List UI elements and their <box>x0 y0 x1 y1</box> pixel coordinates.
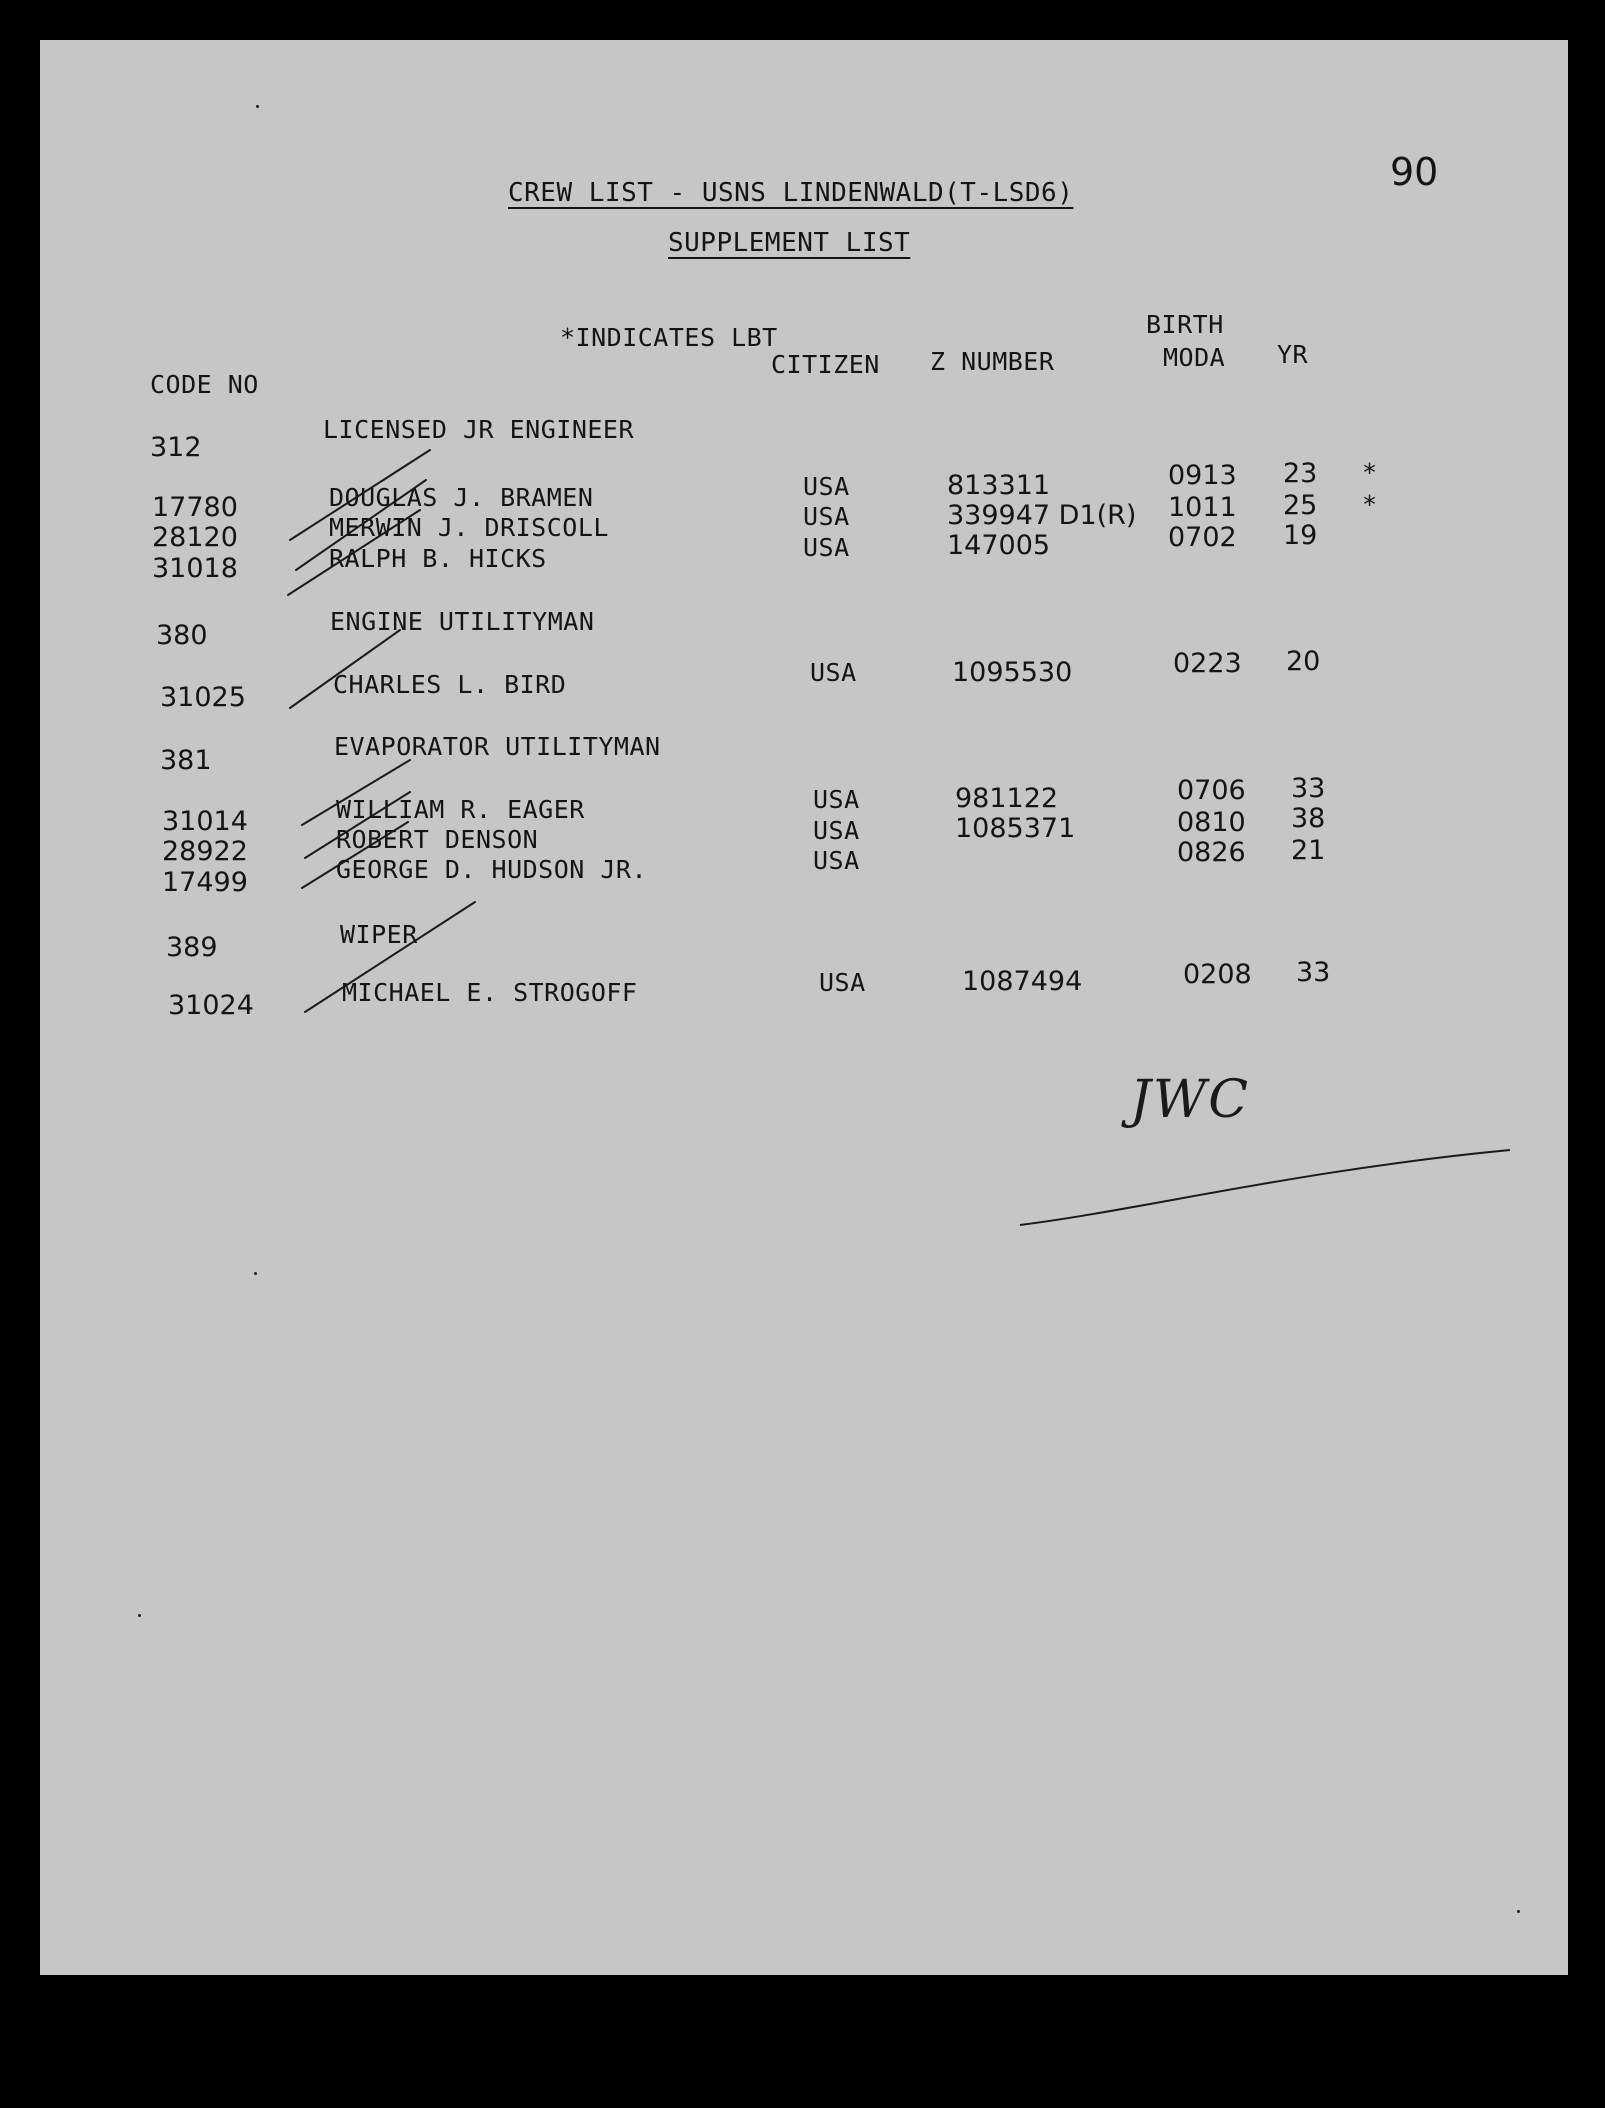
member-name: MERWIN J. DRISCOLL <box>329 513 609 542</box>
member-name: GEORGE D. HUDSON JR. <box>336 855 648 884</box>
member-code: 31025 <box>160 682 246 713</box>
member-moda: 0706 <box>1177 775 1246 806</box>
header-code-no: CODE NO <box>150 370 259 399</box>
member-moda: 0810 <box>1177 807 1246 838</box>
member-moda: 0826 <box>1177 837 1246 868</box>
signature-initials: JWC <box>1130 1070 1251 1130</box>
lbt-mark: * <box>1362 490 1378 519</box>
header-moda: MODA <box>1163 343 1226 372</box>
group-code: 380 <box>156 620 208 651</box>
member-name: WILLIAM R. EAGER <box>336 795 585 824</box>
lbt-mark: * <box>1362 458 1378 487</box>
document-title: CREW LIST - USNS LINDENWALD(T-LSD6) <box>508 178 1074 208</box>
member-name: RALPH B. HICKS <box>329 544 547 573</box>
speck <box>254 1272 257 1275</box>
signature-flourish <box>40 40 1568 1975</box>
member-yr: 25 <box>1283 490 1318 521</box>
member-citizen: USA <box>813 785 860 814</box>
member-moda: 0223 <box>1173 648 1242 679</box>
member-name: CHARLES L. BIRD <box>333 670 567 699</box>
legend-note: *INDICATES LBT <box>560 323 778 352</box>
member-moda: 1011 <box>1168 492 1237 523</box>
member-code: 17780 <box>152 492 238 523</box>
header-citizen: CITIZEN <box>771 350 880 379</box>
member-yr: 33 <box>1291 773 1326 804</box>
group-title: ENGINE UTILITYMAN <box>330 607 595 636</box>
member-name: ROBERT DENSON <box>336 825 539 854</box>
group-title: LICENSED JR ENGINEER <box>323 415 635 444</box>
group-title: WIPER <box>340 920 418 949</box>
group-title: EVAPORATOR UTILITYMAN <box>334 732 661 761</box>
member-yr: 20 <box>1286 646 1321 677</box>
member-citizen: USA <box>803 533 850 562</box>
member-z-number: 1087494 <box>962 966 1083 997</box>
member-yr: 33 <box>1296 957 1331 988</box>
member-code: 28922 <box>162 836 248 867</box>
member-citizen: USA <box>819 968 866 997</box>
member-name: MICHAEL E. STROGOFF <box>342 978 638 1007</box>
member-z-number: 339947 D1(R) <box>947 500 1137 531</box>
header-z-number: Z NUMBER <box>930 347 1055 376</box>
member-code: 31024 <box>168 990 254 1021</box>
member-citizen: USA <box>810 658 857 687</box>
member-citizen: USA <box>813 846 860 875</box>
page-number: 90 <box>1390 150 1439 194</box>
member-moda: 0208 <box>1183 959 1252 990</box>
member-z-number: 981122 <box>955 783 1059 814</box>
member-moda: 0913 <box>1168 460 1237 491</box>
member-citizen: USA <box>803 502 850 531</box>
member-name: DOUGLAS J. BRAMEN <box>329 483 594 512</box>
member-z-number: 147005 <box>947 530 1051 561</box>
member-code: 17499 <box>162 867 248 898</box>
member-z-number: 813311 <box>947 470 1051 501</box>
document-subtitle: SUPPLEMENT LIST <box>668 228 911 258</box>
speck <box>1517 1910 1520 1913</box>
group-code: 381 <box>160 745 212 776</box>
member-citizen: USA <box>803 472 850 501</box>
document-page <box>40 40 1568 1975</box>
member-moda: 0702 <box>1168 522 1237 553</box>
group-code: 389 <box>166 932 218 963</box>
member-code: 31014 <box>162 806 248 837</box>
member-yr: 23 <box>1283 458 1318 489</box>
group-code: 312 <box>150 432 202 463</box>
header-yr: YR <box>1277 340 1309 369</box>
member-yr: 21 <box>1291 835 1326 866</box>
member-yr: 19 <box>1283 520 1318 551</box>
member-z-number: 1085371 <box>955 813 1076 844</box>
member-code: 28120 <box>152 522 238 553</box>
speck <box>138 1614 141 1617</box>
speck <box>256 105 259 108</box>
member-z-number: 1095530 <box>952 657 1073 688</box>
member-citizen: USA <box>813 816 860 845</box>
member-code: 31018 <box>152 553 238 584</box>
member-yr: 38 <box>1291 803 1326 834</box>
header-birth: BIRTH <box>1146 310 1224 339</box>
